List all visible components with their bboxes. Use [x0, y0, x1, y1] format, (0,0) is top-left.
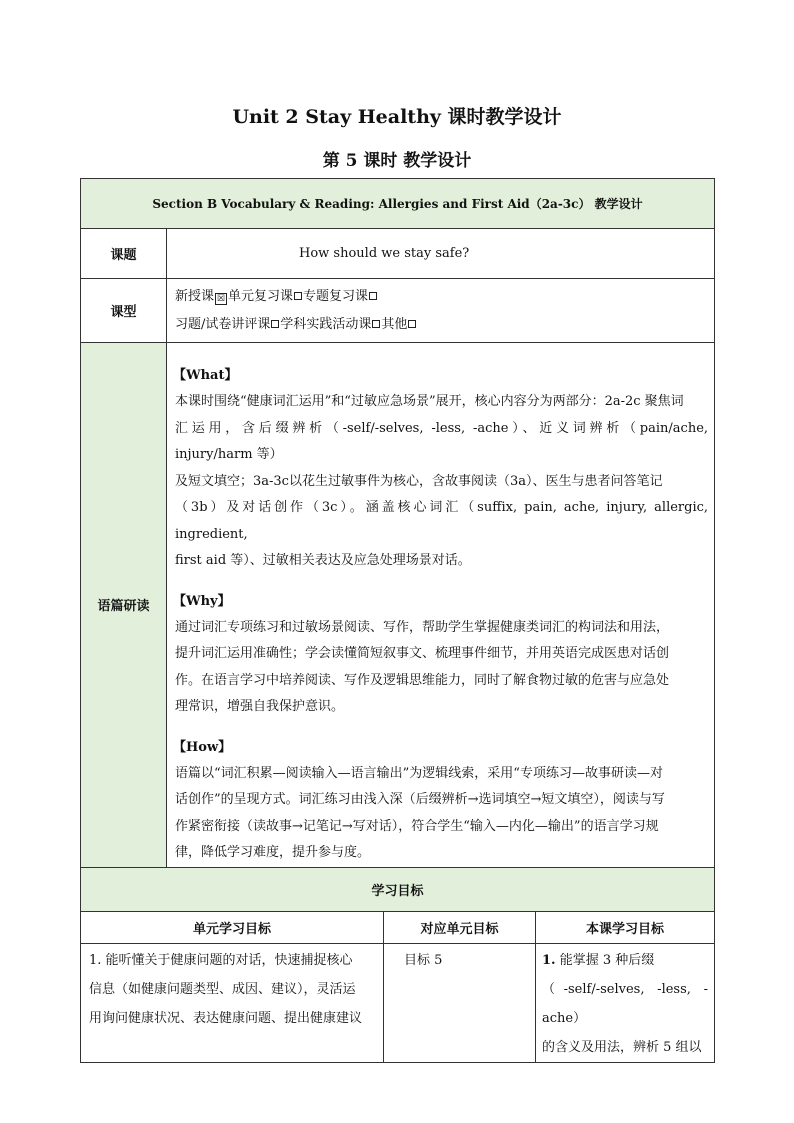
checked-box-icon[interactable]: ☒	[216, 293, 226, 304]
text-line: 信息（如健康问题类型、成因、建议），灵活运	[89, 981, 356, 997]
checkbox-icon[interactable]	[372, 320, 380, 328]
checkbox-icon[interactable]	[408, 320, 416, 328]
text-line: 理常识，增强自我保护意识。	[175, 699, 345, 714]
col-lesson-objectives: 本课学习目标	[536, 911, 715, 943]
text-line: 汇运用，含后缀辨析（-self/-selves, -less, -ache）、近义词辨析（pain/ache, injury/harm 等）	[175, 420, 709, 462]
text-line: （3b）及对话创作（3c）。涵盖核心词汇（suffix, pain, ache, injury, allergic, ingredient,	[175, 500, 709, 542]
page-title: Unit 2 Stay Healthy 课时教学设计	[232, 106, 562, 128]
section-header: Section B Vocabulary & Reading: Allergies and First Aid（2a-3c） 教学设计	[81, 179, 715, 229]
text-line: 能掌握 3 种后缀	[559, 952, 655, 968]
lesson-type-label: 课型	[81, 279, 167, 343]
text-line: 律，降低学习难度，提升参与度。	[175, 845, 371, 860]
text-line: 1. 能听懂关于健康问题的对话，快速捕捉核心	[89, 952, 353, 968]
topic-value: How should we stay safe?	[167, 229, 715, 279]
why-heading: 【Why】	[173, 593, 231, 609]
matching-objective-value: 目标 5	[404, 952, 443, 968]
option-new-lesson: 新授课	[175, 288, 215, 304]
col-unit-objectives: 单元学习目标	[81, 911, 384, 943]
analysis-label: 语篇研读	[81, 343, 167, 868]
page-subtitle: 第 5 课时 教学设计	[322, 151, 472, 171]
topic-label: 课题	[81, 229, 167, 279]
checkbox-icon[interactable]	[271, 320, 279, 328]
text-line: 本课时围绕“健康词汇运用”和“过敏应急场景”展开，核心内容分为两部分：2a-2c 聚焦词	[175, 394, 684, 409]
lesson-type-options	[167, 279, 715, 343]
option-practice-activity: 学科实践活动课	[280, 316, 372, 332]
col-matching-objectives: 对应单元目标	[384, 911, 536, 943]
text-line: 作。在语言学习中培养阅读、写作及逻辑思维能力，同时了解食物过敏的危害与应急处	[175, 672, 670, 688]
how-paragraph	[167, 761, 714, 867]
text-line: 作紧密衔接（读故事→记笔记→写对话），符合学生“输入—内化—输出”的语言学习规	[175, 818, 659, 834]
checkbox-icon[interactable]	[369, 292, 377, 300]
text-line: 的含义及用法，辨析 5 组以	[542, 1039, 702, 1055]
text-line: 通过词汇专项练习和过敏场景阅读、写作，帮助学生掌握健康类词汇的构词法和用法，	[175, 619, 670, 635]
checkbox-icon[interactable]	[294, 292, 302, 300]
lesson-objective-cell	[536, 943, 715, 1062]
objective-number: 1.	[542, 952, 556, 968]
text-line: 用询问健康状况、表达健康问题、提出健康建议	[89, 1010, 363, 1026]
how-heading: 【How】	[173, 739, 232, 755]
text-line: 语篇以“词汇积累—阅读输入—语言输出”为逻辑线索，采用“专项练习—故事研读—对	[175, 765, 663, 781]
what-paragraph	[167, 389, 714, 575]
objectives-heading: 学习目标	[81, 867, 715, 911]
text-line: 话创作”的呈现方式。词汇练习由浅入深（后缀辨析→选词填空→短文填空），阅读与写	[175, 792, 665, 807]
option-exercise-review: 习题/试卷讲评课	[175, 316, 271, 332]
matching-objective-cell	[384, 943, 536, 1062]
text-line: （-self/-selves, -less, -ache）	[542, 981, 709, 1026]
option-unit-review: 单元复习课	[228, 288, 294, 304]
what-heading: 【What】	[173, 368, 238, 383]
text-line: 及短文填空；3a-3c以花生过敏事件为核心，含故事阅读（3a）、医生与患者问答笔记	[175, 473, 663, 489]
text-line: 提升词汇运用准确性；学会读懂简短叙事文、梳理事件细节，并用英语完成医患对话创	[175, 646, 670, 661]
text-line: first aid 等）、过敏相关表达及应急处理场景对话。	[175, 553, 471, 568]
unit-objective-cell	[81, 943, 384, 1062]
option-other: 其他	[381, 316, 408, 332]
why-paragraph	[167, 615, 714, 721]
lesson-design-table	[80, 178, 715, 1063]
analysis-content	[167, 343, 715, 868]
option-topic-review: 专题复习课	[303, 288, 369, 304]
